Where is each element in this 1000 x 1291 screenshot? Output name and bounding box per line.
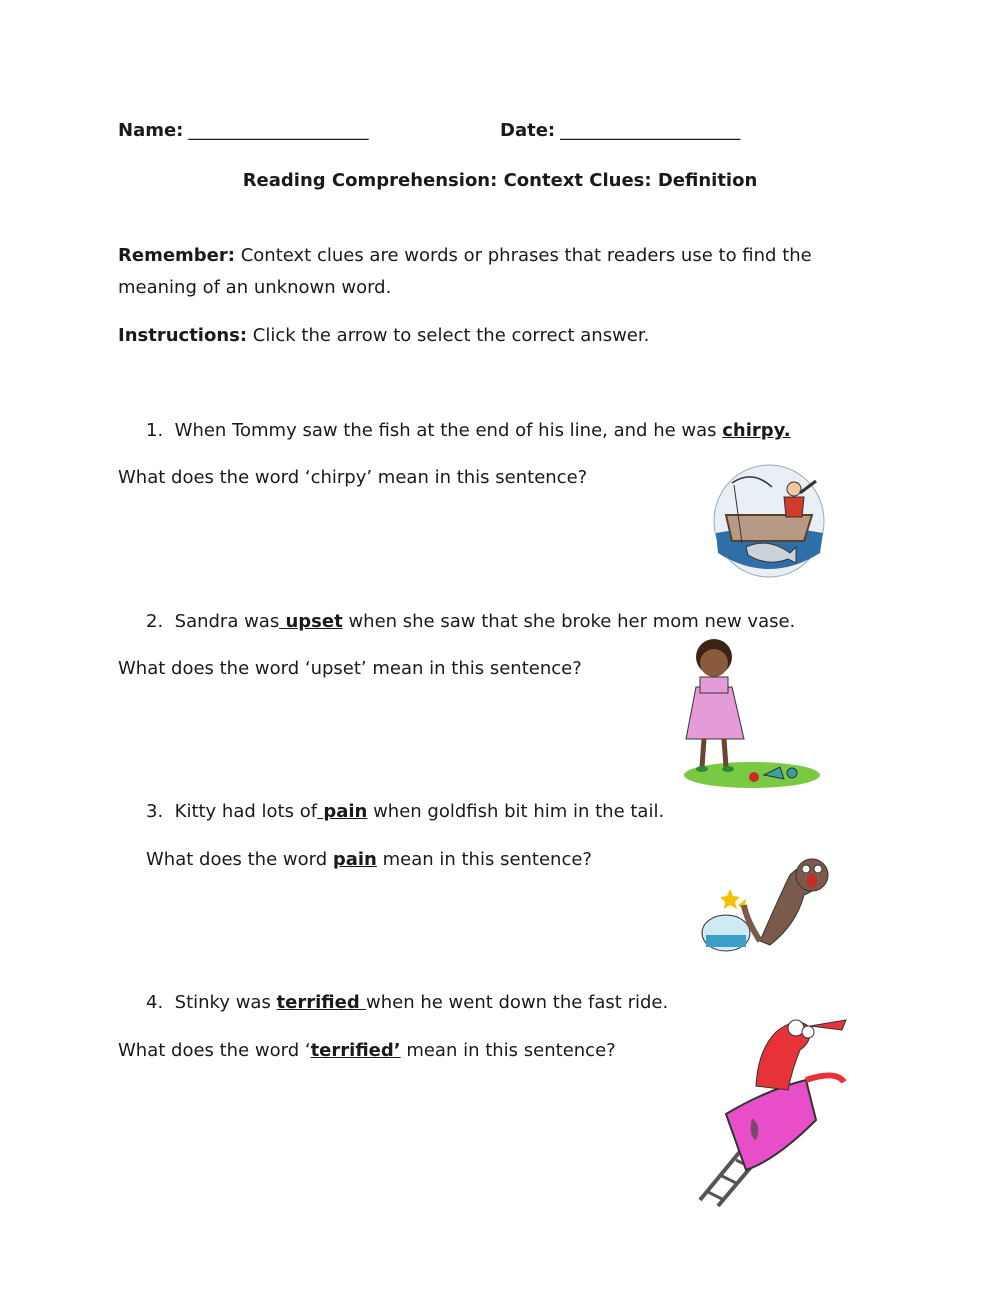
remember-label: Remember:: [118, 245, 235, 266]
instructions-paragraph: [118, 320, 838, 352]
question-1-text-before: When Tommy saw the fish at the end of his line, and he was: [174, 420, 723, 441]
question-2-prompt: What does the word ‘upset’ mean in this sentence?: [118, 658, 582, 679]
question-1-sentence: [146, 420, 791, 441]
date-line: [500, 120, 740, 141]
question-3-sentence: [146, 801, 664, 822]
page-title: Reading Comprehension: Context Clues: Definition: [242, 170, 758, 191]
remember-text: Context clues are words or phrases that readers use to find the meaning of an unknown word.: [118, 245, 812, 298]
question-3-text-before: Kitty had lots of: [174, 801, 318, 822]
name-label: Name:: [118, 120, 184, 141]
question-1-keyword: chirpy.: [722, 420, 791, 441]
instructions-text: Click the arrow to select the correct answer.: [252, 325, 650, 346]
instructions-label: Instructions:: [118, 325, 248, 346]
roller-coaster-dragon-picture: [696, 1010, 856, 1210]
question-2-number: 2.: [146, 611, 164, 632]
question-4-text-after: when he went down the fast ride.: [365, 992, 669, 1013]
question-2-text-after: when she saw that she broke her mom new vase.: [342, 611, 796, 632]
question-2-text-before: Sandra was: [174, 611, 280, 632]
question-4-text-before: Stinky was: [174, 992, 277, 1013]
question-3-number: 3.: [146, 801, 164, 822]
question-2-sentence: [146, 611, 795, 632]
question-1-prompt: What does the word ‘chirpy’ mean in this sentence?: [118, 467, 588, 488]
question-3-prompt: What does the word pain mean in this sentence?: [146, 849, 592, 870]
question-4-number: 4.: [146, 992, 164, 1013]
question-4-prompt: What does the word ‘terrified’ mean in this sentence?: [118, 1040, 616, 1061]
remember-paragraph: [118, 240, 838, 304]
question-4-keyword: terrified: [276, 992, 366, 1013]
question-4-sentence: [146, 992, 668, 1013]
question-3-keyword: pain: [317, 801, 368, 822]
cat-fishbowl-picture: [700, 845, 840, 953]
name-line: [118, 120, 368, 141]
date-label: Date:: [500, 120, 556, 141]
date-blank[interactable]: ____________________: [560, 120, 741, 141]
name-blank[interactable]: ____________________: [188, 120, 369, 141]
question-3-text-after: when goldfish bit him in the tail.: [367, 801, 665, 822]
question-2-keyword: upset: [279, 611, 343, 632]
question-1-number: 1.: [146, 420, 164, 441]
upset-girl-picture: [682, 637, 822, 792]
fishing-boat-picture: [712, 463, 827, 580]
